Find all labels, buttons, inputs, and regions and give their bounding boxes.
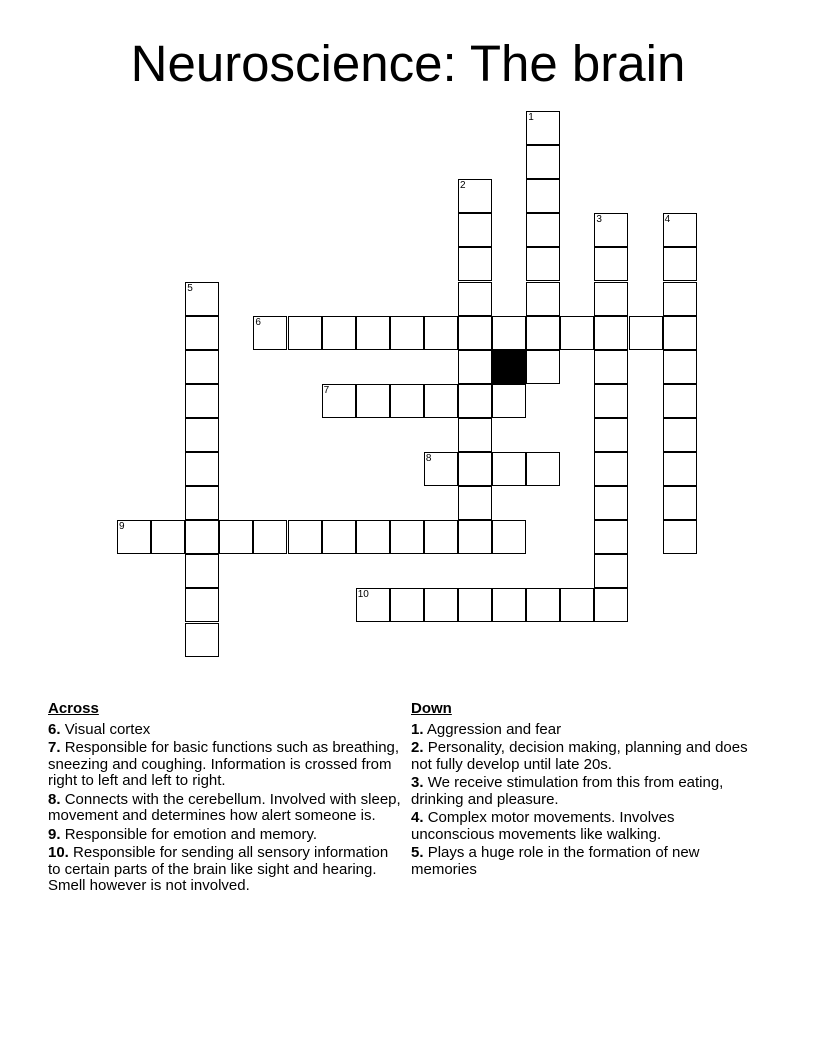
clue-text: We receive stimulation from this from eating, drinking and pleasure.	[411, 774, 724, 808]
grid-cell[interactable]	[526, 350, 560, 384]
grid-cell[interactable]	[185, 282, 219, 316]
grid-cell[interactable]	[663, 520, 697, 554]
grid-cell[interactable]	[663, 452, 697, 486]
grid-cell[interactable]	[663, 282, 697, 316]
grid-cell[interactable]	[492, 452, 526, 486]
grid-cell[interactable]	[492, 316, 526, 350]
grid-cell[interactable]	[458, 282, 492, 316]
grid-cell[interactable]	[560, 588, 594, 622]
clue-number: 6.	[48, 720, 61, 738]
grid-cell[interactable]	[185, 554, 219, 588]
grid-cell[interactable]	[356, 316, 390, 350]
clue-text: Plays a huge role in the formation of new memories	[411, 844, 700, 878]
grid-cell[interactable]	[663, 213, 697, 247]
grid-cell[interactable]	[253, 520, 287, 554]
clue-text: Visual cortex	[64, 720, 151, 738]
clue-text: Personality, decision making, planning and does not fully develop until late 20s.	[411, 739, 748, 773]
grid-cell[interactable]	[526, 247, 560, 281]
grid-cell[interactable]	[219, 520, 253, 554]
grid-cell[interactable]	[356, 384, 390, 418]
down-clues	[411, 701, 751, 880]
clue-number: 2.	[411, 739, 424, 756]
clue-text: Responsible for basic functions such as breathing, sneezing and coughing. Information is crossed from right to left and left to right.	[48, 739, 400, 789]
grid-cell[interactable]	[594, 247, 628, 281]
grid-block-cell	[492, 350, 526, 384]
grid-cell[interactable]	[288, 316, 322, 350]
cell-number: 9	[119, 521, 125, 533]
grid-cell[interactable]	[356, 520, 390, 554]
grid-cell[interactable]	[594, 316, 628, 350]
across-clue-9	[48, 827, 404, 844]
grid-cell[interactable]	[526, 179, 560, 213]
grid-cell[interactable]	[151, 520, 185, 554]
grid-cell[interactable]	[322, 384, 356, 418]
grid-cell[interactable]	[458, 350, 492, 384]
grid-cell[interactable]	[185, 623, 219, 657]
across-clue-7	[48, 740, 404, 790]
grid-cell[interactable]	[185, 418, 219, 452]
across-clue-10	[48, 845, 404, 895]
grid-cell[interactable]	[458, 316, 492, 350]
grid-cell[interactable]	[185, 350, 219, 384]
grid-cell[interactable]	[288, 520, 322, 554]
across-clue-6	[48, 722, 404, 739]
grid-cell[interactable]	[526, 145, 560, 179]
grid-cell[interactable]	[594, 520, 628, 554]
grid-cell[interactable]	[185, 316, 219, 350]
grid-cell[interactable]	[492, 384, 526, 418]
grid-cell[interactable]	[390, 316, 424, 350]
grid-cell[interactable]	[322, 316, 356, 350]
clue-text: Complex motor movements. Involves unconscious movements like walking.	[411, 809, 675, 843]
down-clue-2	[411, 740, 751, 773]
grid-cell[interactable]	[594, 418, 628, 452]
cell-number: 7	[323, 384, 330, 396]
grid-cell[interactable]	[663, 418, 697, 452]
grid-cell[interactable]	[185, 384, 219, 418]
grid-cell[interactable]	[663, 384, 697, 418]
page-title: Neuroscience: The brain	[130, 35, 686, 92]
grid-cell[interactable]	[390, 384, 424, 418]
grid-cell[interactable]	[594, 452, 628, 486]
grid-cell[interactable]	[526, 213, 560, 247]
grid-cell[interactable]	[185, 452, 219, 486]
down-clue-3	[411, 775, 751, 808]
grid-cell[interactable]	[458, 179, 492, 213]
grid-cell[interactable]	[458, 418, 492, 452]
grid-cell[interactable]	[492, 588, 526, 622]
across-clue-8	[48, 792, 404, 825]
grid-cell[interactable]	[594, 486, 628, 520]
grid-cell[interactable]	[424, 384, 458, 418]
grid-cell[interactable]	[458, 520, 492, 554]
grid-cell[interactable]	[322, 520, 356, 554]
down-clue-1	[411, 722, 751, 739]
clue-number: 8.	[48, 790, 61, 808]
grid-cell[interactable]	[594, 282, 628, 316]
grid-cell[interactable]	[663, 316, 697, 350]
grid-cell[interactable]	[185, 520, 219, 554]
grid-cell[interactable]	[458, 588, 492, 622]
grid-cell[interactable]	[458, 486, 492, 520]
cell-number: 6	[255, 316, 261, 328]
clue-number: 1.	[411, 720, 424, 738]
grid-cell[interactable]	[117, 520, 151, 554]
across-clues	[48, 701, 404, 897]
clue-text: Responsible for emotion and memory.	[64, 825, 318, 843]
clue-number: 10.	[48, 844, 69, 861]
grid-cell[interactable]	[560, 316, 594, 350]
down-clue-5	[411, 845, 751, 878]
grid-cell[interactable]	[526, 316, 560, 350]
down-clue-4	[411, 810, 751, 843]
clue-text: Connects with the cerebellum. Involved with sleep, movement and determines how alert someone is.	[48, 790, 401, 824]
grid-cell[interactable]	[594, 554, 628, 588]
grid-cell[interactable]	[356, 588, 390, 622]
grid-cell[interactable]	[594, 350, 628, 384]
grid-cell[interactable]	[185, 588, 219, 622]
grid-cell[interactable]	[663, 486, 697, 520]
grid-cell[interactable]	[390, 520, 424, 554]
cell-number: 10	[357, 589, 369, 601]
clue-text: Responsible for sending all sensory information to certain parts of the brain like sight and hearing. Smell however is not involved.	[48, 844, 389, 894]
clue-number: 9.	[48, 825, 61, 843]
grid-cell[interactable]	[458, 213, 492, 247]
across-heading: Across	[48, 700, 99, 717]
cell-number: 2	[460, 180, 466, 192]
grid-cell[interactable]	[526, 282, 560, 316]
grid-cell[interactable]	[458, 452, 492, 486]
clue-text: Aggression and fear	[426, 720, 562, 738]
clue-number: 3.	[411, 774, 424, 791]
grid-cell[interactable]	[185, 486, 219, 520]
grid-cell[interactable]	[629, 316, 663, 350]
clue-number: 7.	[48, 739, 61, 756]
grid-cell[interactable]	[663, 350, 697, 384]
grid-cell[interactable]	[594, 384, 628, 418]
grid-cell[interactable]	[424, 316, 458, 350]
cell-number: 4	[664, 214, 671, 226]
down-heading: Down	[411, 700, 452, 717]
cell-number: 8	[425, 453, 432, 464]
grid-cell[interactable]	[594, 588, 628, 622]
grid-cell[interactable]	[458, 247, 492, 281]
grid-cell[interactable]	[424, 588, 458, 622]
grid-cell[interactable]	[424, 520, 458, 554]
clue-number: 5.	[411, 844, 424, 861]
grid-cell[interactable]	[526, 111, 560, 145]
grid-cell[interactable]	[492, 520, 526, 554]
grid-cell[interactable]	[526, 588, 560, 622]
grid-cell[interactable]	[594, 213, 628, 247]
grid-cell[interactable]	[424, 452, 458, 486]
grid-cell[interactable]	[663, 247, 697, 281]
grid-cell[interactable]	[390, 588, 424, 622]
grid-cell[interactable]	[458, 384, 492, 418]
grid-cell[interactable]	[253, 316, 287, 350]
clue-number: 4.	[411, 809, 424, 826]
cell-number: 5	[187, 282, 193, 294]
cell-number: 3	[596, 214, 602, 226]
grid-cell[interactable]	[526, 452, 560, 486]
cell-number: 1	[528, 112, 534, 123]
